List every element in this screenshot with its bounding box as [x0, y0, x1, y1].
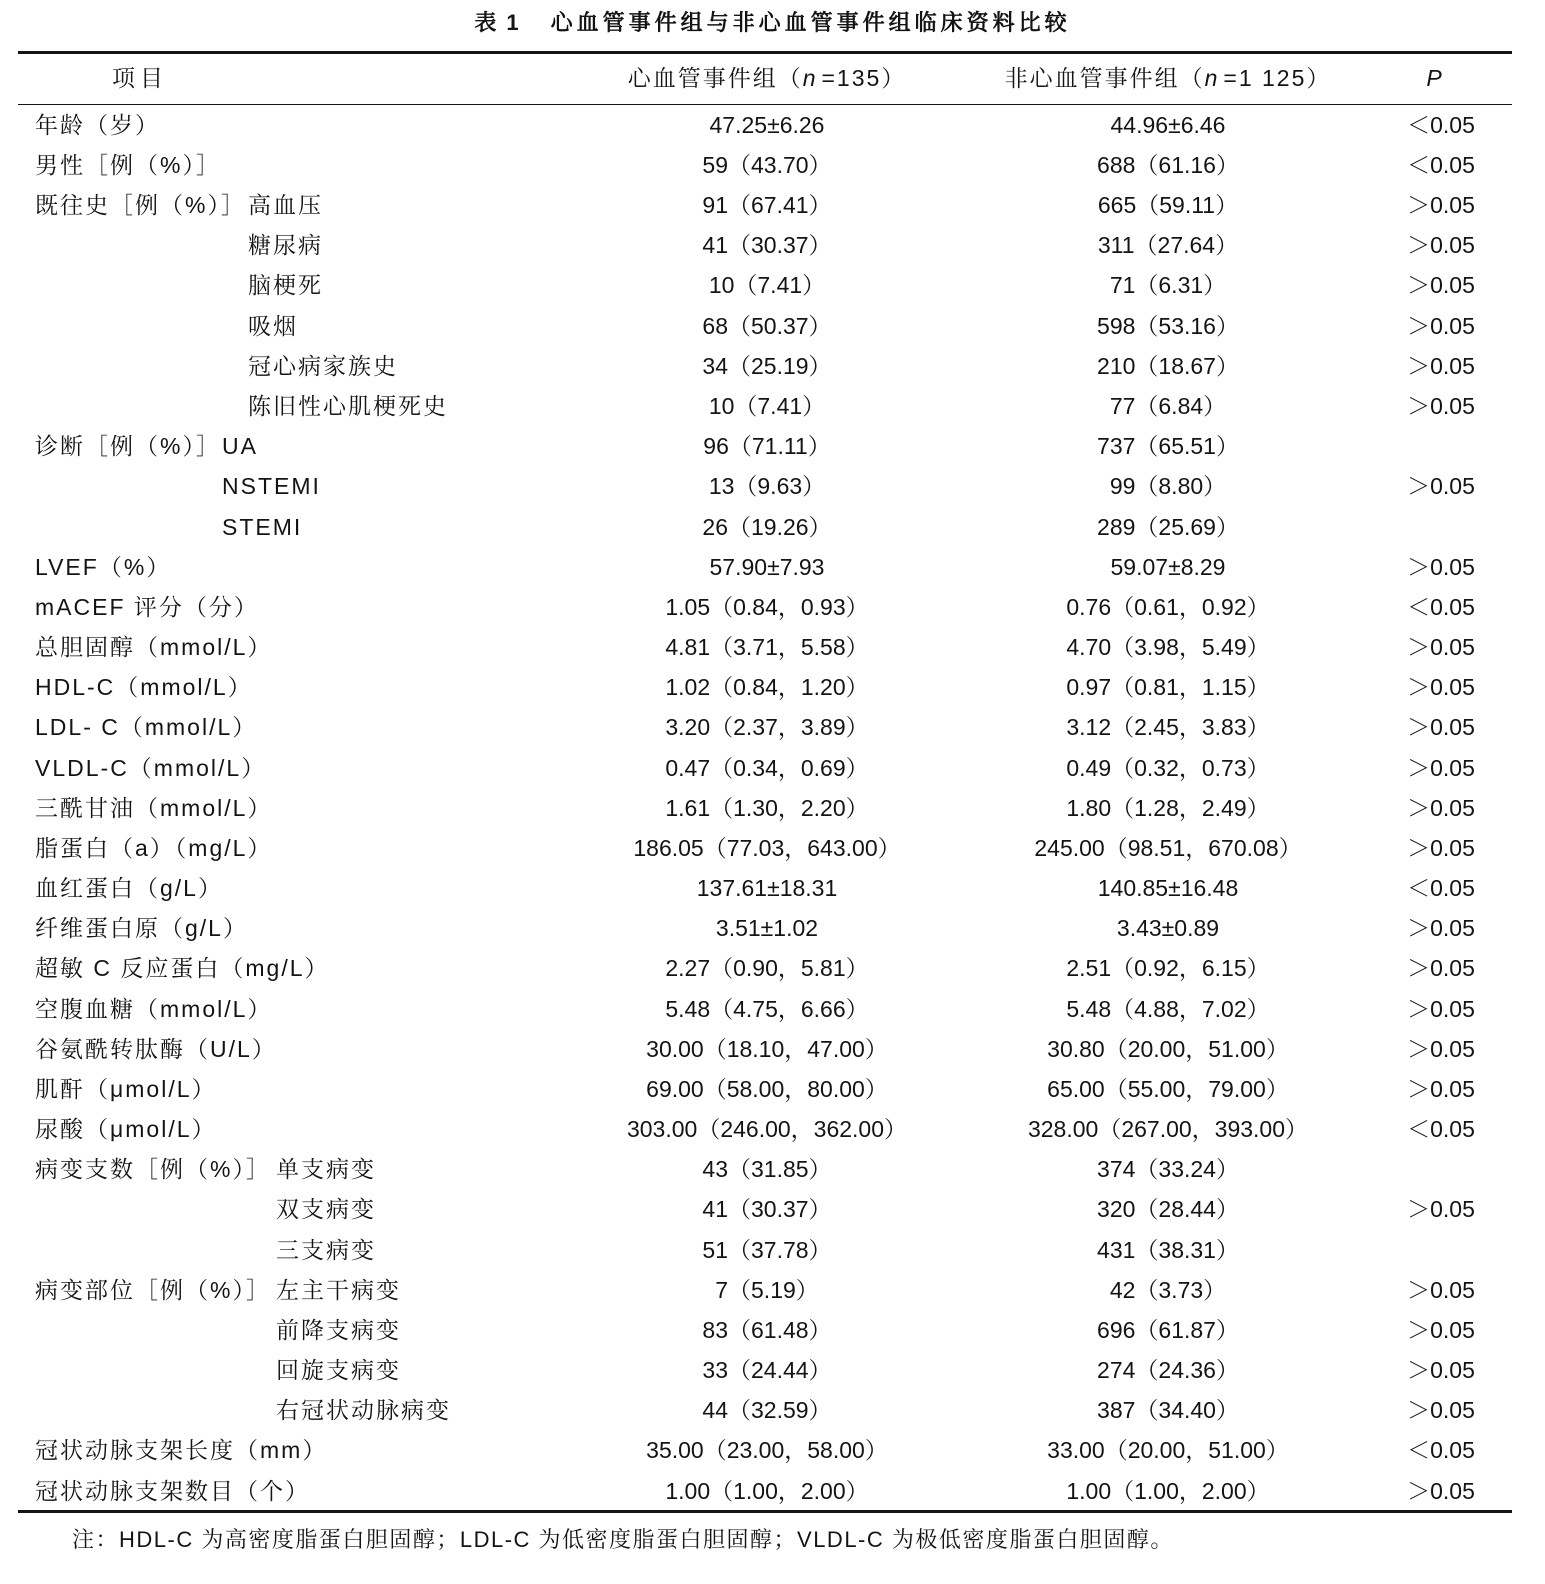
table-number: 表 1: [474, 10, 521, 35]
cell-non-cardio-group: 2.51（0.92，6.15）: [1066, 955, 1270, 982]
cell-cardio-group: 2.27（0.90，5.81）: [665, 955, 869, 982]
row-label: 尿酸（μmol/L）: [35, 1116, 217, 1143]
row-label: 超敏 C 反应蛋白（mg/L）: [35, 955, 330, 982]
table-row: [0, 788, 1545, 828]
cell-cardio-group: 41（30.37）: [702, 1196, 832, 1223]
cell-p-value: ＜0.05: [1407, 875, 1475, 902]
cell-cardio-group: 68（50.37）: [702, 312, 832, 339]
table-row: [0, 748, 1545, 788]
cell-non-cardio-group: 30.80（20.00，51.00）: [1047, 1035, 1289, 1062]
cell-cardio-group: 43（31.85）: [702, 1156, 832, 1183]
cell-p-value: ＞0.05: [1407, 915, 1475, 942]
cell-cardio-group: 96（71.11）: [703, 433, 831, 460]
table-row: [0, 225, 1545, 265]
cell-non-cardio-group: 3.43±0.89: [1116, 915, 1220, 942]
cell-p-value: ＞0.05: [1407, 754, 1475, 781]
cell-non-cardio-group: 1.00（1.00，2.00）: [1066, 1477, 1270, 1504]
cell-non-cardio-group: 311（27.64）: [1097, 232, 1239, 259]
table-row: [0, 989, 1545, 1029]
table-row: [0, 185, 1545, 225]
cell-non-cardio-group: 3.12（2.45，3.83）: [1066, 714, 1270, 741]
cell-cardio-group: 47.25±6.26: [709, 111, 825, 138]
row-label: 纤维蛋白原（g/L）: [35, 915, 248, 942]
cell-p-value: ＜0.05: [1407, 1116, 1475, 1143]
row-label: 病变支数［例（%）］: [35, 1156, 271, 1183]
row-sublabel: 双支病变: [276, 1196, 376, 1223]
row-label: 谷氨酰转肽酶（U/L）: [35, 1035, 277, 1062]
cell-non-cardio-group: 374（33.24）: [1097, 1156, 1239, 1183]
cell-non-cardio-group: 328.00（267.00，393.00）: [1027, 1116, 1309, 1143]
cell-non-cardio-group: 71（6.31）: [1109, 272, 1227, 299]
table-footnote: 注：HDL-C 为高密度脂蛋白胆固醇；LDL-C 为低密度脂蛋白胆固醇；VLDL-C 为极低密度脂蛋白胆固醇。: [72, 1527, 1174, 1552]
table-row: [0, 105, 1545, 145]
row-sublabel: 单支病变: [276, 1156, 376, 1183]
cell-non-cardio-group: 688（61.16）: [1097, 151, 1239, 178]
table-row: [0, 1109, 1545, 1149]
table-row: [0, 627, 1545, 667]
cell-cardio-group: 137.61±18.31: [696, 875, 838, 902]
table-row: [0, 466, 1545, 506]
table-row: [0, 1149, 1545, 1189]
cell-p-value: ＞0.05: [1407, 714, 1475, 741]
table-row: [0, 707, 1545, 747]
cell-p-value: ＞0.05: [1407, 794, 1475, 821]
cell-p-value: ＞0.05: [1407, 192, 1475, 219]
cell-p-value: ＞0.05: [1407, 1316, 1475, 1343]
row-sublabel: NSTEMI: [222, 473, 321, 500]
table-row: [0, 145, 1545, 185]
cell-p-value: ＞0.05: [1407, 955, 1475, 982]
cell-cardio-group: 1.00（1.00，2.00）: [665, 1477, 869, 1504]
cell-cardio-group: 26（19.26）: [702, 513, 832, 540]
table-row: [0, 1350, 1545, 1390]
cell-p-value: ＞0.05: [1407, 272, 1475, 299]
row-label: mACEF 评分（分）: [35, 593, 259, 620]
cell-p-value: ＞0.05: [1407, 634, 1475, 661]
cell-cardio-group: 51（37.78）: [702, 1236, 832, 1263]
cell-p-value: ＜0.05: [1407, 593, 1475, 620]
row-label: 男性［例（%）］: [35, 151, 221, 178]
cell-non-cardio-group: 65.00（55.00，79.00）: [1047, 1075, 1289, 1102]
cell-non-cardio-group: 737（65.51）: [1097, 433, 1239, 460]
cell-cardio-group: 303.00（246.00，362.00）: [626, 1116, 908, 1143]
row-label: 肌酐（μmol/L）: [35, 1075, 217, 1102]
cell-cardio-group: 1.61（1.30，2.20）: [665, 794, 869, 821]
cell-cardio-group: 10（7.41）: [708, 272, 826, 299]
header-non-cardio-group-count: =1 125）: [1223, 65, 1332, 91]
row-label: 脂蛋白（a）（mg/L）: [35, 834, 273, 861]
cell-cardio-group: 10（7.41）: [708, 393, 826, 419]
header-cardio-group-n: n: [802, 65, 816, 91]
cell-cardio-group: 3.20（2.37，3.89）: [665, 714, 869, 741]
cell-p-value: ＞0.05: [1407, 393, 1475, 419]
table-row: [0, 908, 1545, 948]
header-non-cardio-group-n: n: [1204, 65, 1218, 91]
header-item: 项目: [112, 65, 168, 91]
cell-non-cardio-group: 44.96±6.46: [1110, 111, 1226, 138]
row-label: 既往史［例（%）］: [35, 192, 246, 219]
cell-cardio-group: 41（30.37）: [702, 232, 832, 259]
cell-non-cardio-group: 140.85±16.48: [1097, 875, 1239, 902]
row-label: 冠状动脉支架数目（个）: [35, 1477, 310, 1504]
cell-non-cardio-group: 431（38.31）: [1097, 1236, 1239, 1263]
cell-cardio-group: 3.51±1.02: [715, 915, 819, 942]
table-row: [0, 1270, 1545, 1310]
row-label: HDL-C（mmol/L）: [35, 674, 253, 701]
cell-non-cardio-group: 0.97（0.81，1.15）: [1066, 674, 1270, 701]
cell-cardio-group: 59（43.70）: [702, 151, 832, 178]
cell-non-cardio-group: 4.70（3.98，5.49）: [1066, 634, 1270, 661]
table-title: [0, 7, 1545, 39]
row-sublabel: UA: [222, 433, 258, 460]
row-sublabel: 糖尿病: [248, 232, 323, 259]
row-sublabel: 左主干病变: [276, 1276, 401, 1303]
table-row: [0, 265, 1545, 305]
row-label: LDL- C（mmol/L）: [35, 714, 258, 741]
cell-p-value: ＞0.05: [1407, 1477, 1475, 1504]
cell-p-value: ＞0.05: [1407, 473, 1475, 500]
cell-non-cardio-group: 289（25.69）: [1097, 513, 1239, 540]
table-row: [0, 667, 1545, 707]
cell-non-cardio-group: 665（59.11）: [1097, 192, 1239, 219]
row-label: 三酰甘油（mmol/L）: [35, 794, 273, 821]
cell-p-value: ＞0.05: [1407, 312, 1475, 339]
cell-cardio-group: 5.48（4.75，6.66）: [665, 995, 869, 1022]
cell-cardio-group: 34（25.19）: [702, 352, 832, 379]
table-row: [0, 547, 1545, 587]
row-sublabel: 回旋支病变: [276, 1357, 401, 1384]
row-sublabel: 脑梗死: [248, 272, 323, 299]
cell-non-cardio-group: 0.76（0.61，0.92）: [1066, 593, 1270, 620]
table-row: [0, 1430, 1545, 1470]
cell-p-value: ＞0.05: [1407, 674, 1475, 701]
cell-p-value: ＞0.05: [1407, 995, 1475, 1022]
table-row: [0, 587, 1545, 627]
cell-p-value: ＞0.05: [1407, 1196, 1475, 1223]
table-row: [0, 426, 1545, 466]
row-sublabel: 右冠状动脉病变: [276, 1397, 451, 1424]
cell-non-cardio-group: 274（24.36）: [1097, 1357, 1239, 1384]
header-cardio-group-label: 心血管事件组（: [627, 65, 803, 91]
table-row: [0, 1189, 1545, 1229]
cell-p-value: ＞0.05: [1407, 352, 1475, 379]
cell-cardio-group: 57.90±7.93: [709, 553, 825, 580]
cell-cardio-group: 4.81（3.71，5.58）: [665, 634, 869, 661]
cell-p-value: ＞0.05: [1407, 1075, 1475, 1102]
row-sublabel: 前降支病变: [276, 1316, 401, 1343]
table-row: [0, 1230, 1545, 1270]
row-label: LVEF（%）: [35, 553, 172, 580]
cell-cardio-group: 30.00（18.10，47.00）: [646, 1035, 888, 1062]
cell-cardio-group: 91（67.41）: [702, 192, 832, 219]
cell-cardio-group: 33（24.44）: [702, 1357, 832, 1384]
header-cardio-group: [567, 53, 967, 104]
table-row: [0, 1069, 1545, 1109]
cell-non-cardio-group: 77（6.84）: [1109, 393, 1227, 419]
cell-p-value: ＜0.05: [1407, 111, 1475, 138]
table-row: [0, 1471, 1545, 1511]
row-label: 血红蛋白（g/L）: [35, 875, 223, 902]
row-label: 空腹血糖（mmol/L）: [35, 995, 273, 1022]
cell-p-value: ＞0.05: [1407, 553, 1475, 580]
row-sublabel: 吸烟: [248, 312, 298, 339]
bottom-rule: [18, 1510, 1512, 1513]
row-sublabel: 三支病变: [276, 1236, 376, 1263]
cell-p-value: ＜0.05: [1407, 151, 1475, 178]
header-cardio-group-count: =135）: [821, 65, 907, 91]
row-sublabel: STEMI: [222, 513, 303, 540]
cell-cardio-group: 83（61.48）: [702, 1316, 832, 1343]
row-label: VLDL-C（mmol/L）: [35, 754, 267, 781]
table-row: [0, 1310, 1545, 1350]
cell-p-value: ＞0.05: [1407, 1397, 1475, 1424]
cell-p-value: ＞0.05: [1407, 1357, 1475, 1384]
table-header: [0, 53, 1545, 104]
cell-cardio-group: 13（9.63）: [708, 473, 826, 500]
cell-cardio-group: 7（5.19）: [715, 1276, 819, 1303]
cell-p-value: ＞0.05: [1407, 1035, 1475, 1062]
header-non-cardio-group-label: 非心血管事件组（: [1004, 65, 1205, 91]
table-row: [0, 507, 1545, 547]
row-sublabel: 高血压: [248, 192, 323, 219]
header-non-cardio-group: [968, 53, 1368, 104]
cell-cardio-group: 44（32.59）: [702, 1397, 832, 1424]
cell-cardio-group: 1.05（0.84，0.93）: [665, 593, 869, 620]
table-row: [0, 1029, 1545, 1069]
cell-p-value: ＞0.05: [1407, 232, 1475, 259]
cell-non-cardio-group: 320（28.44）: [1097, 1196, 1239, 1223]
table-row: [0, 1390, 1545, 1430]
cell-non-cardio-group: 5.48（4.88，7.02）: [1066, 995, 1270, 1022]
cell-non-cardio-group: 598（53.16）: [1097, 312, 1239, 339]
cell-non-cardio-group: 33.00（20.00，51.00）: [1047, 1437, 1289, 1464]
row-sublabel: 冠心病家族史: [248, 352, 398, 379]
cell-non-cardio-group: 42（3.73）: [1109, 1276, 1227, 1303]
cell-non-cardio-group: 1.80（1.28，2.49）: [1066, 794, 1270, 821]
cell-non-cardio-group: 696（61.87）: [1097, 1316, 1239, 1343]
header-p-symbol: P: [1426, 65, 1442, 91]
table-row: [0, 868, 1545, 908]
header-p-value: [1367, 53, 1507, 104]
table-body: [0, 105, 1545, 1511]
cell-p-value: ＞0.05: [1407, 1276, 1475, 1303]
cell-non-cardio-group: 245.00（98.51，670.08）: [1034, 834, 1302, 861]
table-row: [0, 386, 1545, 426]
cell-cardio-group: 69.00（58.00，80.00）: [646, 1075, 888, 1102]
table-caption: 心血管事件组与非心血管事件组临床资料比较: [550, 10, 1071, 35]
cell-p-value: ＞0.05: [1407, 834, 1475, 861]
table-row: [0, 306, 1545, 346]
row-label: 总胆固醇（mmol/L）: [35, 634, 273, 661]
row-label: 诊断［例（%）］: [35, 433, 221, 460]
cell-non-cardio-group: 210（18.67）: [1097, 352, 1239, 379]
cell-non-cardio-group: 99（8.80）: [1109, 473, 1227, 500]
cell-non-cardio-group: 0.49（0.32，0.73）: [1066, 754, 1270, 781]
cell-p-value: ＜0.05: [1407, 1437, 1475, 1464]
row-label: 冠状动脉支架长度（mm）: [35, 1437, 328, 1464]
row-label: 病变部位［例（%）］: [35, 1276, 271, 1303]
row-label: 年龄（岁）: [35, 111, 160, 138]
cell-cardio-group: 1.02（0.84，1.20）: [665, 674, 869, 701]
table-row: [0, 948, 1545, 988]
table-row: [0, 828, 1545, 868]
cell-non-cardio-group: 387（34.40）: [1097, 1397, 1239, 1424]
cell-cardio-group: 186.05（77.03，643.00）: [633, 834, 901, 861]
table-row: [0, 346, 1545, 386]
row-sublabel: 陈旧性心肌梗死史: [248, 393, 448, 419]
cell-cardio-group: 0.47（0.34，0.69）: [665, 754, 869, 781]
cell-cardio-group: 35.00（23.00，58.00）: [646, 1437, 888, 1464]
cell-non-cardio-group: 59.07±8.29: [1110, 553, 1226, 580]
